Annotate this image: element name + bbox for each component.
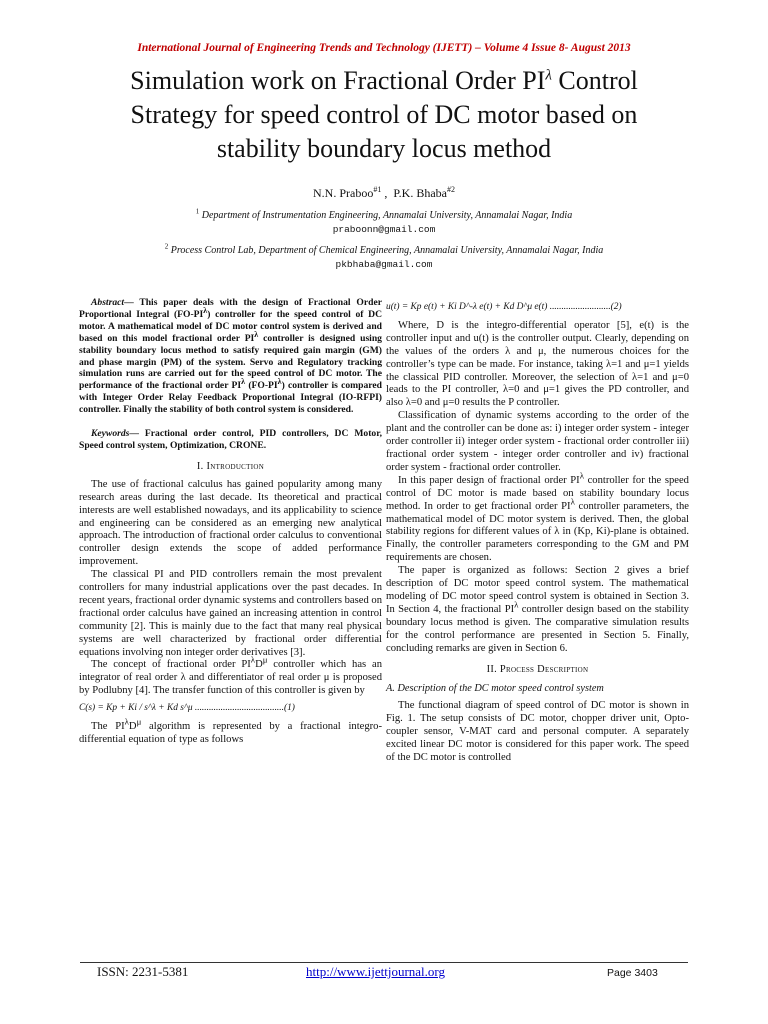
intro-p3-sup-mu: μ (262, 654, 268, 665)
title-line2: Strategy for speed control of DC motor based on (130, 100, 638, 129)
right-p3-text-b: controller for the speed control of DC motor is made based on stability boundary locus method. In order to get fractional order PI (386, 474, 689, 512)
title-line3: stability boundary locus method (216, 134, 552, 163)
affiliation-2-text: Process Control Lab, Department of Chemical Engineering, Annamalai University, Annamalai Nagar, India (170, 245, 604, 256)
footer-rule (80, 962, 688, 963)
right-paragraph-3 (386, 470, 689, 565)
footer-page-number: Page 3403 (607, 967, 658, 979)
footer-journal-link[interactable]: http://www.ijettjournal.org (306, 964, 446, 979)
left-column (79, 297, 382, 747)
intro-p3-sup-lambda: λ (250, 654, 256, 665)
title-line1-text: Simulation work on Fractional Order PI (130, 66, 546, 95)
right-p3-text-a: In this paper design of fractional order PI (398, 474, 580, 486)
keywords-text: — Fractional order control, PID controllers, DC Motor, Speed control system, Optimization, CRONE. (79, 428, 382, 451)
intro-paragraph-3 (79, 654, 382, 698)
intro-p3-text-a: The concept of fractional order PI (91, 659, 251, 671)
abstract-text-1: — This paper deals with the design of Fractional Order Proportional Integral (FO-PI (79, 297, 382, 320)
abstract (79, 297, 382, 416)
footer-issn: ISSN: 2231-5381 (97, 964, 189, 979)
abstract-sup-1: λ (203, 305, 208, 315)
abstract-sup-4: λ (277, 377, 282, 387)
abstract-sup-3: λ (241, 377, 246, 387)
equation-1: C(s) = Kp + Ki / s^λ + Kd s^μ ......................................(1) (79, 703, 295, 714)
intro-p3-text-b: D (255, 659, 263, 671)
intro-p4-text-b: D (128, 721, 137, 733)
right-paragraph-5: The functional diagram of speed control of DC motor is shown in Fig. 1. The setup consists of DC motor, chopper driver unit, Opto-coupler sensor, V-MAT card and personal computer. A separately excited linear DC motor is considered for this paper work. The speed of the DC motor is controlled (386, 700, 689, 763)
abstract-sup-2: λ (254, 329, 259, 339)
author-2-mark: #2 (447, 185, 455, 194)
abstract-label: Abstract (91, 297, 125, 308)
equation-2: u(t) = Kp e(t) + Ki D^-λ e(t) + Kd D^μ e(t) ..........................(2) (386, 302, 622, 312)
abstract-text-3: controller is designed using stability boundary locus method to satisfy required gain margin (GM) and phase margin (PM) of the system. Servo and Regulatory tracking simulation runs are carried out for the speed control of DC motor. The performance of the fractional order PI (79, 332, 382, 392)
section-heading-introduction: I. Introduction (196, 460, 265, 472)
right-column (386, 297, 689, 765)
title-line1-end: Control (551, 66, 638, 95)
abstract-text-4: (FO-PI (245, 380, 278, 392)
right-p3-text-c: controller parameters, the mathematical model of DC motor system is derived. Then, the global stability regions for different values of λ in (Kp, Ki)-plane is obtained. Finally, the controller parameters corresponding to the GM and PM requirements are chosen. (386, 500, 689, 564)
right-p3-sup-2: λ (570, 496, 575, 507)
affiliation-2 (0, 242, 768, 256)
intro-paragraph-4 (79, 716, 382, 747)
abstract-text-2: ) controller for the speed control of DC motor. A mathematical model of DC motor control system is derived and based on this model fractional order PI (79, 308, 382, 344)
subsection-heading-a: A. Description of the DC motor speed control system (386, 683, 604, 695)
author-2: P.K. Bhaba (393, 186, 447, 200)
affiliation-1 (0, 207, 768, 221)
affiliation-1-text: Department of Instrumentation Engineering, Annamalai University, Annamalai Nagar, India (201, 210, 573, 221)
intro-paragraph-2: The classical PI and PID controllers remain the most prevalent controllers for many industrial applications over the past decades. In recent years, fractional order dynamic systems and controllers based on fractional order calculus have gained an increasing attention in control community [2]. This is mainly due to the fact that many real physical systems are well characterized by fractional order differential equations involving non integer order derivatives [3]. (79, 569, 382, 658)
affiliation-2-num: 2 (164, 242, 169, 251)
intro-p4-text-c: algorithm is represented by a fractional integro-differential equation of type as follows (79, 721, 382, 745)
right-p3-sup-1: λ (579, 470, 584, 481)
abstract-text-5: ) controller is compared with Integer Order Relay Feedback Proportional Integral (IO-RFPI) controller. Finally the stability of both control system is considered. (79, 380, 382, 416)
email-1[interactable]: praboonn@gmail.com (332, 224, 436, 235)
intro-p4-sup-lambda: λ (124, 716, 129, 727)
intro-p4-text-a: The PI (91, 721, 125, 733)
right-p4-text-b: controller design based on the stability boundary locus method is given. The comparative simulation results for the control performance are presented in Section 5. Finally, concluding remarks are given in Section 6. (386, 603, 689, 654)
paper-title (60, 64, 708, 166)
journal-header: International Journal of Engineering Trends and Technology (IJETT) – Volume 4 Issue 8- August 2013 (137, 42, 631, 54)
authors (0, 186, 768, 201)
author-1: N.N. Praboo (313, 186, 374, 200)
right-paragraph-1: Where, D is the integro-differential operator [5], e(t) is the controller input and u(t) is the controller output. Clearly, depending on the values of the orders λ and μ, the numerous choices for the controller’s type can be made. For instance, taking λ=1 and μ=1 yields the classical PID controller. Moreover, the selection of λ=1 and μ=0 leads to the PI controller, λ=0 and μ=1 gives the PD controller, and also λ=0 and μ=0 results the P controller. (386, 319, 689, 409)
intro-paragraph-1: The use of fractional calculus has gained popularity among many research areas during the last decade. Its theoretical and practical interests are well established nowadays, and its applicability to science and engineering can be considered as an emerging new analytical approach. The introduction of fractional order calculus to conventional controller design extends the scope of added performance improvement. (79, 478, 382, 568)
keywords-label: Keywords (91, 428, 130, 440)
right-p4-sup: λ (514, 599, 519, 610)
keywords (79, 428, 382, 452)
section-heading-process-description: II. Process Description (486, 664, 589, 676)
right-paragraph-4 (386, 565, 689, 655)
author-separator: , (381, 186, 394, 200)
email-2[interactable]: pkbhaba@gmail.com (335, 259, 433, 270)
intro-p3-text-c: controller which has an integrator of real order λ and differentiator of real order μ is proposed by Podlubny [4]. The transfer function of this controller is given by (79, 659, 382, 697)
right-p4-text-a: The paper is organized as follows: Section 2 gives a brief description of DC motor speed control system. The mathematical modeling of DC motor speed control system is obtained in Section 3. In Section 4, the fractional PI (386, 565, 689, 615)
title-line1 (130, 66, 638, 95)
intro-p4-sup-mu: μ (136, 716, 142, 727)
right-paragraph-2: Classification of dynamic systems according to the order of the plant and the controller can be done as: i) integer order system - integer order controller ii) integer order system - fractional order controller iii) fractional order system - integer order controller and iv) fractional order system - fractional order controller. (386, 410, 689, 473)
affiliation-1-num: 1 (195, 207, 200, 216)
author-1-mark: #1 (373, 185, 382, 194)
title-lambda: λ (545, 67, 552, 84)
